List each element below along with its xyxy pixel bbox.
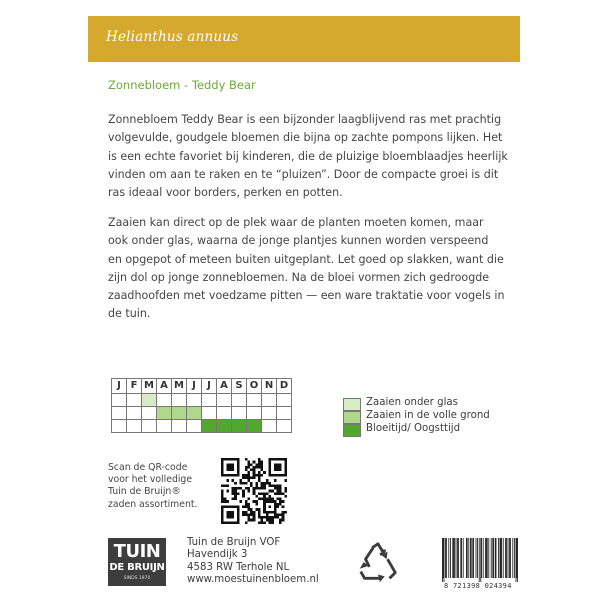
month-label: A — [157, 379, 172, 394]
calendar-row — [112, 420, 292, 433]
logo-text: SINDS 1870 — [123, 576, 151, 581]
recycle-icon — [355, 540, 401, 586]
text-line: zaden assortiment. — [108, 498, 198, 510]
logo-text: DE BRUIJN — [109, 562, 165, 573]
month-label: O — [247, 379, 262, 394]
calendar-cell — [277, 394, 292, 407]
calendar-cell — [172, 420, 187, 433]
calendar-cell — [142, 420, 157, 433]
header-band — [88, 16, 520, 62]
calendar-cell — [232, 420, 247, 433]
calendar-cell — [232, 407, 247, 420]
company-address — [187, 537, 319, 587]
month-header-row — [112, 379, 292, 394]
text-line: Zaaien kan direct op de plek waar de planten moeten komen, maar — [108, 216, 484, 229]
calendar-cell — [157, 420, 172, 433]
text-line: vinden om aan te raken en te “pluizen”. Door de compacte groei is dit — [108, 167, 499, 181]
text-line: de tuin. — [108, 307, 151, 321]
month-label: A — [217, 379, 232, 394]
text-line: voor het volledige — [108, 474, 193, 486]
description-paragraph-2 — [108, 214, 516, 324]
logo-text: TUIN — [113, 541, 161, 562]
calendar-cell — [142, 394, 157, 407]
calendar-cell — [172, 394, 187, 407]
postal-city: 4583 RW Terhole NL — [187, 561, 290, 573]
legend-label: Zaaien in de volle grond — [366, 410, 490, 421]
calendar-cell — [112, 394, 127, 407]
qr-code[interactable] — [221, 458, 287, 524]
month-label: J — [202, 379, 217, 394]
calendar-cell — [262, 394, 277, 407]
calendar-cell — [262, 420, 277, 433]
legend-label: Zaaien onder glas — [366, 397, 458, 408]
calendar-cell — [187, 394, 202, 407]
calendar-cell — [202, 407, 217, 420]
legend-swatch — [343, 411, 361, 424]
text-line: volgevulde, goudgele bloemen die bijna op zachte pompons lijken. Het — [108, 131, 503, 145]
calendar-cell — [262, 407, 277, 420]
text-line: Zonnebloem Teddy Bear is een bijzonder laagblijvend ras met prachtig — [108, 113, 502, 126]
calendar-cell — [217, 420, 232, 433]
calendar-cell — [187, 407, 202, 420]
legend-swatch — [343, 398, 361, 411]
calendar-cell — [112, 420, 127, 433]
text-line: en opgepot of meteen buiten uitgeplant. Let goed op slakken, want die — [108, 252, 504, 266]
calendar-cell — [157, 407, 172, 420]
month-label: M — [172, 379, 187, 394]
legend-label: Bloeitijd/ Oogsttijd — [366, 423, 461, 434]
text-line: Tuin de Bruijn® — [108, 486, 181, 498]
brand-logo — [108, 538, 166, 586]
calendar-row — [112, 407, 292, 420]
text-line: is een echte favoriet bij kinderen, die de pluizige bloemblaadjes heerlijk — [108, 149, 508, 163]
calendar-cell — [232, 394, 247, 407]
calendar-cell — [202, 420, 217, 433]
month-label: J — [187, 379, 202, 394]
month-label: M — [142, 379, 157, 394]
calendar-cell — [187, 420, 202, 433]
sowing-calendar — [111, 378, 292, 433]
calendar-cell — [127, 394, 142, 407]
qr-caption — [108, 462, 197, 511]
text-line: ras ideaal voor borders, perken en potten. — [108, 186, 343, 200]
calendar-cell — [277, 420, 292, 433]
website-link[interactable]: www.moestuinenbloem.nl — [187, 574, 319, 586]
text-line: zijn dol op jonge zonnebloemen. Na de bloei vormen zich gedroogde — [108, 270, 490, 284]
calendar-cell — [217, 407, 232, 420]
calendar-cell — [277, 407, 292, 420]
calendar-cell — [247, 394, 262, 407]
latin-name: Helianthus annuus — [106, 29, 239, 45]
calendar-cell — [217, 394, 232, 407]
product-title: Zonnebloem - Teddy Bear — [108, 78, 256, 92]
text-line: ook onder glas, waarna de jonge plantjes kunnen worden verspeend — [108, 234, 489, 248]
description-paragraph-1 — [108, 111, 516, 202]
street: Havendijk 3 — [187, 549, 248, 561]
month-label: S — [232, 379, 247, 394]
calendar-cell — [202, 394, 217, 407]
text-line: Scan de QR-code — [108, 462, 188, 473]
calendar-row — [112, 394, 292, 407]
month-label: N — [262, 379, 277, 394]
calendar-cell — [142, 407, 157, 420]
legend-swatch — [343, 424, 361, 437]
calendar-cell — [247, 407, 262, 420]
calendar-cell — [127, 407, 142, 420]
calendar-cell — [247, 420, 262, 433]
text-line: zaadhoofden met voedzame pitten — een ware traktatie voor vogels in — [108, 289, 505, 303]
calendar-cell — [172, 407, 187, 420]
month-label: D — [277, 379, 292, 394]
calendar-cell — [112, 407, 127, 420]
calendar-cell — [157, 394, 172, 407]
month-label: F — [127, 379, 142, 394]
barcode — [442, 538, 518, 582]
month-label: J — [112, 379, 127, 394]
calendar-cell — [127, 420, 142, 433]
company-name: Tuin de Bruijn VOF — [187, 537, 281, 548]
barcode-number: 8 721398 024394 — [444, 582, 512, 590]
